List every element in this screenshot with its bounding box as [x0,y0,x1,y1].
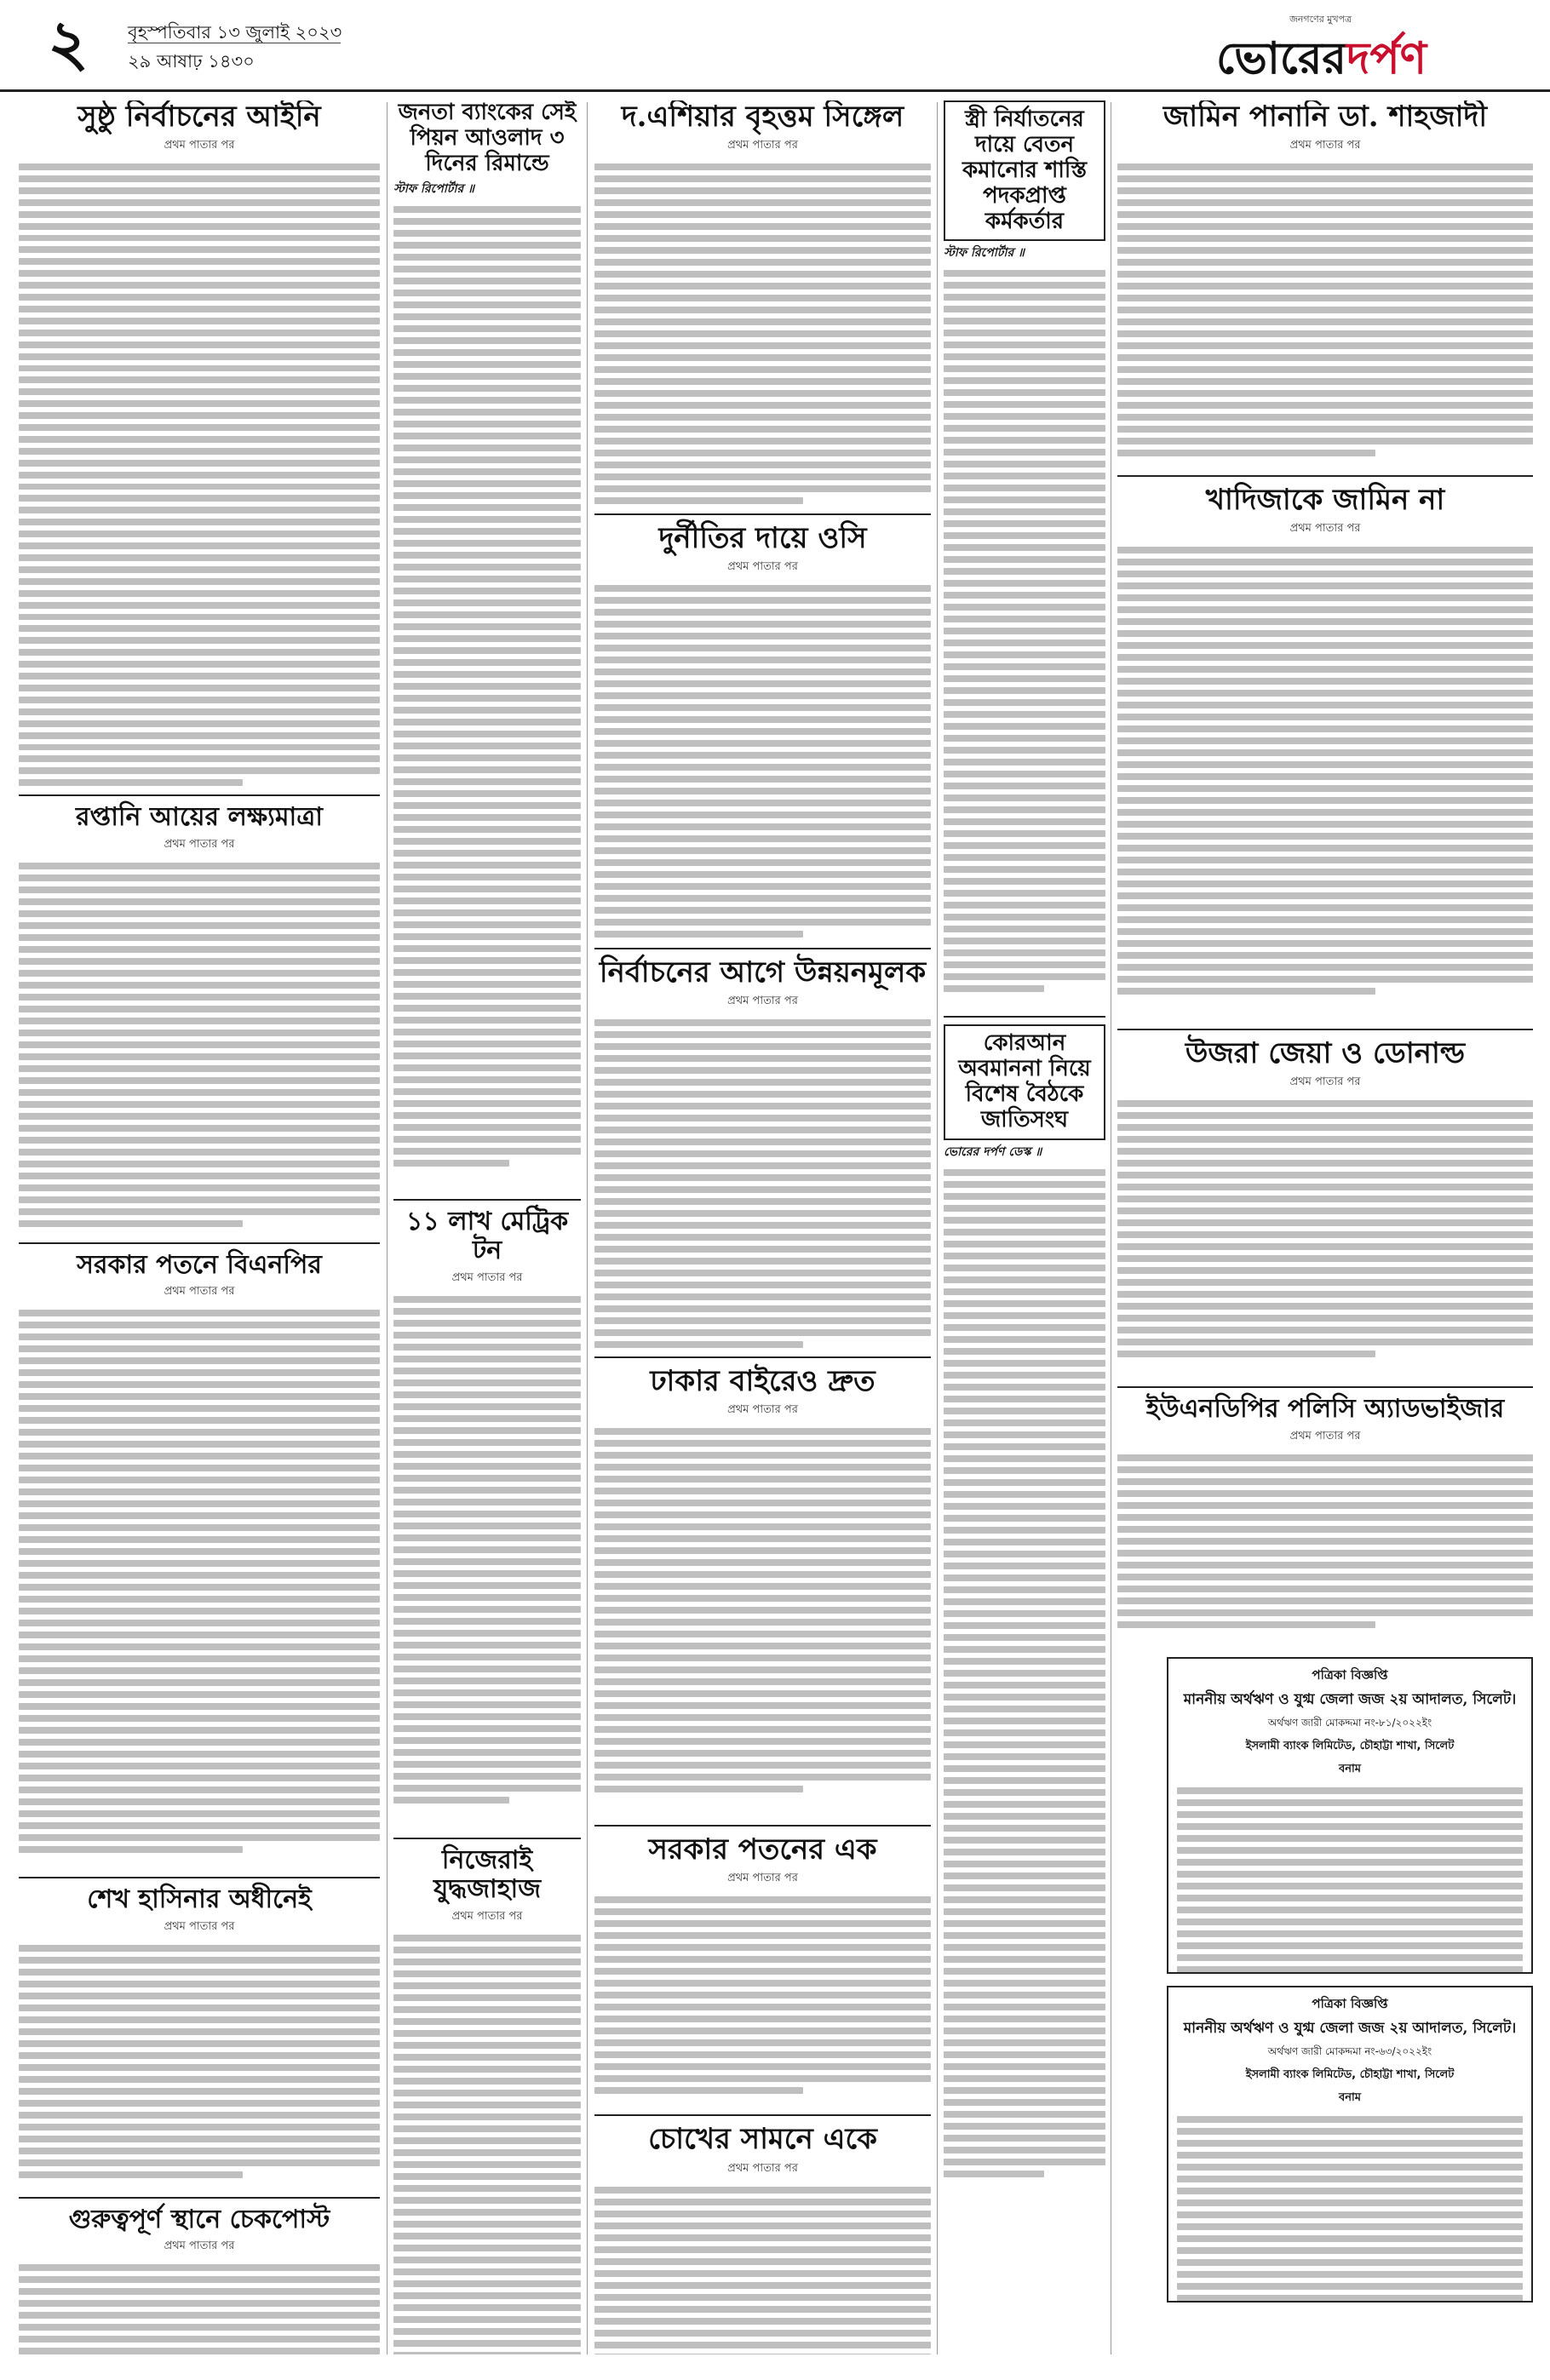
section-rule [1117,1029,1533,1030]
continued-label: প্রথম পাতার পর [1289,1429,1361,1442]
continued-label: প্রথম পাতার পর [727,2161,798,2175]
column-4 [944,100,1105,2354]
article-byline: ভোরের দর্পণ ডেস্ক ॥ [944,1145,1042,1160]
continued-label: প্রথম পাতার পর [1289,139,1361,152]
article-headline: সুষ্ঠু নির্বাচনের আইনি [78,100,321,134]
section-rule [594,1825,931,1827]
notice-bank: ইসলামী ব্যাংক লিমিটেড, চৌহাট্টা শাখা, সিলেট [1245,1739,1455,1752]
article-headline: রপ্তানি আয়ের লক্ষ্যমাত্রা [76,802,323,833]
notice-court: মাননীয় অর্থঋণ ও যুগ্ম জেলা জজ ২য় আদালত, সিলেট। [1183,2019,1517,2037]
article-body [19,859,380,1234]
brand-name [1216,24,1427,98]
page-number: ২ [48,7,89,80]
continued-label: প্রথম পাতার পর [451,1909,523,1923]
article-headline: উজরা জেয়া ও ডোনাল্ড [1185,1036,1466,1071]
article-headline: ইউএনডিপির পলিসি অ্যাডভাইজার [1145,1394,1505,1425]
section-rule [944,1016,1105,1018]
article-byline: স্টাফ রিপোর্টার ॥ [393,181,474,196]
notice-body [1177,1784,1523,1974]
article-body [393,1293,581,1829]
continued-label: প্রথম পাতার পর [1289,522,1361,536]
column-1 [19,100,380,2354]
continued-label: প্রথম পাতার পর [164,139,235,152]
article-body [594,582,931,939]
continued-label: প্রথম পাতার পর [164,1919,235,1933]
continued-label: প্রথম পাতার পর [727,995,798,1008]
article-body [1117,1097,1533,1378]
legal-notice [1167,1657,1533,1974]
section-rule [1117,1386,1533,1388]
article-headline: শেখ হাসিনার অধীনেই [87,1884,312,1915]
section-rule [19,1242,380,1244]
brand-logo [1216,14,1506,84]
section-rule [393,1838,581,1839]
column-2 [393,100,581,2354]
section-rule [19,794,380,796]
continued-label: প্রথম পাতার পর [727,1872,798,1885]
section-rule [594,2114,931,2116]
article-body [594,1016,931,1348]
article-body [19,1306,380,1868]
article-body [594,1425,931,1816]
notice-title: পত্রিকা বিজ্ঞপ্তি [1312,1666,1388,1683]
section-rule [594,1356,931,1358]
article-body [944,267,1105,1007]
article-body [19,1941,380,2188]
section-rule [19,2197,380,2199]
article-body [594,1893,931,2106]
notice-case-number: অর্থঋণ জারী মোকদ্দমা নং-৮১/২০২২ইং [1267,1716,1432,1729]
section-rule [19,1877,380,1878]
article-headline-box [944,100,1105,241]
column-rule [937,102,938,2354]
column-3 [594,100,931,2354]
continued-label: প্রথম পাতার পর [727,1403,798,1417]
article-body [594,160,931,505]
continued-label: প্রথম পাতার পর [1289,1075,1361,1089]
article-headline: ১১ লাখ মেট্রিক টন [405,1206,569,1266]
continued-label: প্রথম পাতার পর [727,139,798,152]
article-headline: দুর্নীতির দায়ে ওসি [658,521,867,556]
article-headline: জামিন পানানি ডা. শাহজাদী [1162,100,1488,134]
notice-case-number: অর্থঋণ জারী মোকদ্দমা নং-৬৩/২০২২ইং [1267,2045,1432,2057]
article-byline: স্টাফ রিপোর্টার ॥ [944,246,1025,261]
column-rule [387,102,388,2354]
section-rule [594,513,931,515]
article-headline: নিজেরাই যুদ্ধজাহাজ [433,1844,542,1905]
article-body [1117,543,1533,1020]
article-headline: চোখের সামনে একে [648,2122,877,2157]
article-headline: জনতা ব্যাংকের সেই পিয়ন আওলাদ ৩ দিনের রিমান্ডে [398,100,577,176]
notice-versus: বনাম [1339,2090,1361,2104]
article-headline: কোরআন অবমাননা নিয়ে বিশেষ বৈঠকে জাতিসংঘ [958,1030,1091,1133]
article-body [594,2183,931,2354]
column-5 [1117,100,1533,2354]
article-headline: খাদিজাকে জামিন না [1205,483,1445,518]
article-headline: নির্বাচনের আগে উন্নয়নমূলক [599,955,927,990]
notice-bank: ইসলামী ব্যাংক লিমিটেড, চৌহাট্টা শাখা, সিলেট [1245,2067,1455,2081]
article-headline: ঢাকার বাইরেও দ্রুত [650,1364,875,1399]
notice-body [1177,2113,1523,2303]
brand-name-part2: দর্পণ [1346,32,1427,84]
continued-label: প্রথম পাতার পর [164,837,235,851]
article-headline: দ.এশিয়ার বৃহত্তম সিঙ্গেল [621,100,904,134]
article-headline: স্ত্রী নির্যাতনের দায়ে বেতন কমানোর শাস্তি পদকপ্রাপ্ত কর্মকর্তার [962,106,1088,234]
column-rule [587,102,588,2354]
article-body [1117,160,1533,467]
notice-versus: বনাম [1339,1762,1361,1775]
brand-name-part1: ভোরের [1216,32,1347,84]
notice-title: পত্রিকা বিজ্ঞপ্তি [1312,1995,1388,2011]
article-body [19,2261,380,2354]
article-headline: সরকার পতনে বিএনপির [77,1249,322,1280]
notice-court: মাননীয় অর্থঋণ ও যুগ্ম জেলা জজ ২য় আদালত, সিলেট। [1183,1690,1517,1708]
continued-label: প্রথম পাতার পর [451,1270,523,1284]
article-body [19,160,380,786]
article-body [393,203,581,1190]
weekday-date: বৃহস্পতিবার ১৩ জুলাই ২০২৩ [128,22,342,43]
continued-label: প্রথম পাতার পর [164,1285,235,1299]
article-headline-box [944,1024,1105,1140]
continued-label: প্রথম পাতার পর [164,2239,235,2253]
legal-notice [1167,1986,1533,2303]
article-headline: সরকার পতনের এক [648,1832,877,1867]
article-headline: গুরুত্বপূর্ণ স্থানে চেকপোস্ট [68,2204,330,2234]
masthead [0,0,1550,92]
section-rule [1117,475,1533,477]
continued-label: প্রথম পাতার পর [727,560,798,574]
section-rule [594,948,931,949]
bangla-date: ২৯ আষাঢ় ১৪৩০ [128,51,255,72]
article-body [1117,1451,1533,1647]
section-rule [393,1199,581,1201]
article-body [944,1166,1105,2188]
brand-tagline: জনগণের মুখপত্র [1289,14,1352,25]
article-body [393,1931,581,2354]
